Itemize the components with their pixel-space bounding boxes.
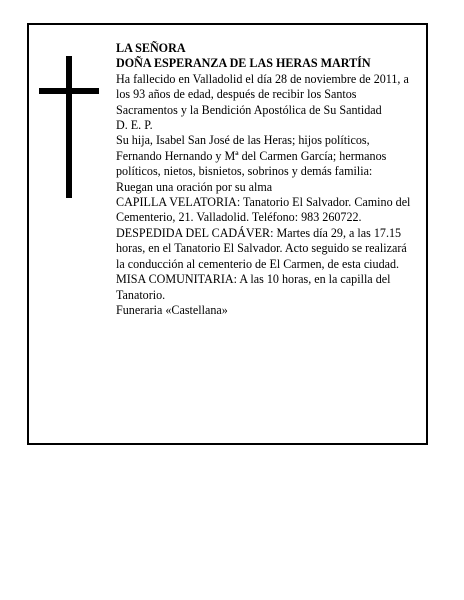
mass-info: MISA COMUNITARIA: A las 10 horas, en la capilla del Tanatorio.	[116, 272, 391, 302]
cross-icon	[39, 56, 99, 198]
family-list: Su hija, Isabel San José de las Heras; hijos políticos, Fernando Hernando y Mª del Carmen García; hermanos políticos, nietos, bisnietos, sobrinos y demás familia:	[116, 133, 387, 179]
farewell-info: DESPEDIDA DEL CADÁVER: Martes día 29, a las 17.15 horas, en el Tanatorio El Salvador. Acto seguido se realizará la conducción al cementerio de El Carmen, de esta ciudad.	[116, 225, 407, 271]
chapel-info: CAPILLA VELATORIA: Tanatorio El Salvador. Camino del Cementerio, 21. Valladolid. Teléfono: 983 260722.	[116, 195, 411, 225]
death-announcement: Ha fallecido en Valladolid el día 28 de noviembre de 2011, a los 93 años de edad, después de recibir los Santos Sacramentos y la Bendición Apostólica de Su Santidad	[116, 71, 409, 117]
rest-in-peace: D. E. P.	[116, 118, 153, 133]
obituary-text	[116, 41, 416, 318]
funeral-home: Funeraria «Castellana»	[116, 302, 228, 317]
notice-title: LA SEÑORA	[116, 41, 186, 55]
deceased-name: DOÑA ESPERANZA DE LAS HERAS MARTÍN	[116, 56, 371, 71]
cross-horizontal-bar	[39, 88, 99, 94]
obituary-notice	[27, 23, 428, 445]
prayer-request: Ruegan una oración por su alma	[116, 179, 273, 194]
cross-vertical-bar	[66, 56, 72, 198]
